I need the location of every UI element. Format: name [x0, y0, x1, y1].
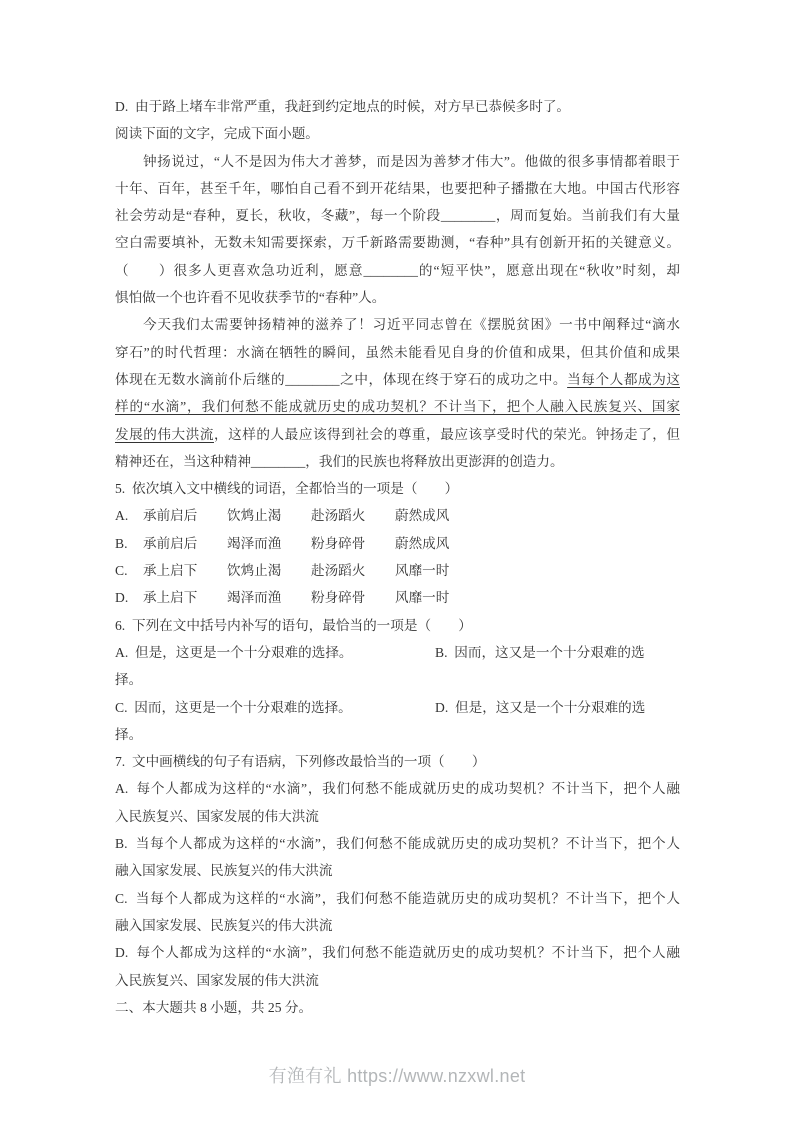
question-6-stem: 6. 下列在文中括号内补写的语句，最恰当的一项是（ ）: [115, 617, 472, 633]
question-7-option-c-line2: 融入国家发展、民族复兴的伟大洪流: [115, 917, 333, 933]
question-7-option-c-line1: C. 当每个人都成为这样的“水滴”，我们何愁不能造就历史的成功契机？不计当下，把个人: [115, 890, 680, 906]
option-word: 赴汤蹈火: [311, 563, 366, 579]
option-word: 蔚然成风: [395, 508, 450, 524]
option-label: A.: [115, 508, 129, 524]
option-word: 饮鸩止渴: [227, 563, 282, 579]
question-7-stem: 7. 文中画横线的句子有语病，下列修改最恰当的一项（ ）: [115, 754, 486, 770]
option-word: 承上启下: [143, 590, 198, 606]
question-5-option-c: [115, 557, 680, 584]
question-5-option-d: [115, 584, 680, 611]
question-6-option-a: A. 但是，这更是一个十分艰难的选择。: [115, 644, 353, 660]
option-word: 竭泽而渔: [227, 590, 282, 606]
para2-line3-normal: 体现在无数水滴前仆后继的________之中，体现在终于穿石的成功之中。: [115, 371, 568, 387]
passage-para1-line3: 社会劳动是“春种，夏长，秋收，冬藏”，每一个阶段________，周而复始。当前我们有大量: [115, 208, 680, 224]
passage-para1-line5: （ ）很多人更喜欢急功近利，愿意________的“短平快”，愿意出现在“秋收”时刻，却: [115, 262, 680, 278]
option-word: 粉身碎骨: [311, 535, 366, 551]
passage-para2-line5: [115, 421, 680, 448]
passage-para1-line2: 十年、百年，甚至千年，哪怕自己看不到开花结果，也要把种子播撒在大地。中国古代形容: [115, 180, 680, 196]
prev-question-option-d: D. 由于路上堵车非常严重，我赶到约定地点的时候，对方早已恭候多时了。: [115, 99, 571, 114]
question-6-option-b: B. 因而，这又是一个十分艰难的选: [435, 644, 645, 660]
passage-para2-line4: [115, 393, 680, 420]
passage-para2-line3: [115, 366, 680, 393]
passage-para1-line6: 惧怕做一个也许看不见收获季节的“春种”人。: [115, 290, 386, 306]
question-7-option-a-line1: A. 每个人都成为这样的“水滴”，我们何愁不能成就历史的成功契机？不计当下，把个人融: [115, 781, 680, 797]
watermark-footer: 有渔有礼 https://www.nzxwl.net: [268, 1066, 526, 1086]
question-5-option-a: [115, 502, 680, 529]
para2-line5-normal: ，这样的人最应该得到社会的尊重，最应该享受时代的荣光。钟扬走了，但: [213, 426, 680, 442]
question-7-option-b-line2: 融入国家发展、民族复兴的伟大洪流: [115, 863, 333, 879]
question-6-option-d-wrap: 择。: [115, 726, 143, 742]
para2-line3-underlined: 当每个人都成为这: [567, 371, 680, 387]
passage-para2-line1: 今天我们太需要钟扬精神的滋养了！习近平同志曾在《摆脱贫困》一书中阐释过“滴水: [143, 317, 680, 333]
option-word: 风靡一时: [395, 563, 450, 579]
passage-para1-line4: 空白需要填补，无数未知需要探索，万千新路需要勘测，“春种”具有创新开拓的关键意义。: [115, 235, 680, 251]
question-7-option-b-line1: B. 当每个人都成为这样的“水滴”，我们何愁不能成就历史的成功契机？不计当下，把个人: [115, 836, 680, 852]
question-7-option-a-line2: 入民族复兴、国家发展的伟大洪流: [115, 808, 319, 824]
question-7-option-d-line2: 入民族复兴、国家发展的伟大洪流: [115, 972, 319, 988]
option-word: 竭泽而渔: [227, 535, 282, 551]
option-label: D.: [115, 590, 129, 606]
passage-para2-line2: 穿石”的时代哲理：水滴在牺牲的瞬间，虽然未能看见自身的价值和成果，但其价值和成果: [115, 344, 680, 360]
passage-para1-line1: 钟扬说过，“人不是因为伟大才善梦，而是因为善梦才伟大”。他做的很多事情都着眼于: [143, 153, 680, 169]
option-word: 风靡一时: [395, 590, 450, 606]
question-7-option-d-line1: D. 每个人都成为这样的“水滴”，我们何愁不能造就历史的成功契机？不计当下，把个人融: [115, 945, 680, 961]
option-word: 蔚然成风: [395, 535, 450, 551]
question-6-option-c: C. 因而，这更是一个十分艰难的选择。: [115, 699, 352, 715]
section-two-heading: 二、本大题共 8 小题，共 25 分。: [115, 999, 313, 1015]
question-6-option-b-wrap: 择。: [115, 672, 143, 688]
question-6-option-d: D. 但是，这又是一个十分艰难的选: [435, 699, 646, 715]
option-label: B.: [115, 535, 128, 551]
reading-instruction: 阅读下面的文字，完成下面小题。: [115, 126, 319, 142]
question-5-option-b: [115, 530, 680, 557]
question-6-options-cd: [115, 694, 680, 721]
para2-line4-underlined: 样的“水滴”，我们何愁不能成就历史的成功契机？不计当下，把个人融入民族复兴、国家: [115, 399, 680, 415]
option-word: 粉身碎骨: [311, 590, 366, 606]
question-5-stem: 5. 依次填入文中横线的词语，全都恰当的一项是（ ）: [115, 481, 459, 497]
option-word: 承上启下: [143, 563, 198, 579]
option-word: 承前启后: [143, 535, 198, 551]
question-6-options-ab: [115, 639, 680, 666]
option-word: 饮鸩止渴: [227, 508, 282, 524]
option-label: C.: [115, 563, 128, 579]
option-word: 承前启后: [143, 508, 198, 524]
para2-line5-underlined: 发展的伟大洪流: [115, 426, 214, 442]
option-word: 赴汤蹈火: [311, 508, 366, 524]
passage-para2-line6: 精神还在，当这种精神________，我们的民族也将释放出更澎湃的创造力。: [115, 453, 564, 469]
